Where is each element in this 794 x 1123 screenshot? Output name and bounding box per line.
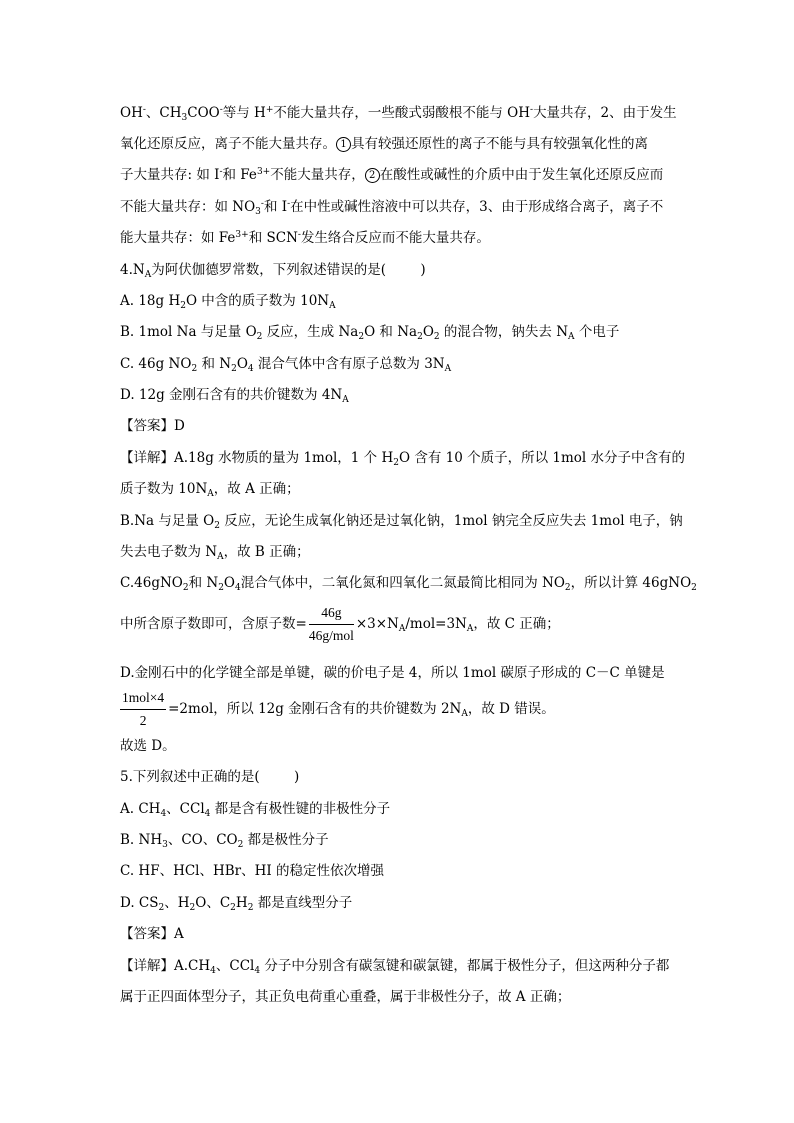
q4-detail-line-6: 中所含原子数即可，含原子数= $\frac{46g}{\text{46g/mol}}$ $\times 3\times N_A/mol=3N_A$，故 C 正确；: [120, 605, 560, 643]
para-line-3: 子大量共存: 如 I-和 $Fe^{3+}$不能大量共存， 2 在酸性或碱性的介质中由于发生氧化还原反应而: [120, 167, 664, 183]
q4-detail-line-5: C.46gNO$_2$和 $N_2O_4$混合气体中，二氧化氮和四氧化二氮最简比相同为 $NO_2$，所以计算 46gNO$_2$: [120, 575, 697, 593]
q4-detail-line-3: B.Na 与足量 $O_2$ 反应，无论生成氧化钠还是过氧化钠，1mol 钠完全反应失去 1mol 电子，钠: [120, 513, 683, 531]
circled-number-1: 1: [336, 137, 351, 152]
q4-answer: 【答案】D: [120, 418, 185, 434]
q5-stem: 5.下列叙述中正确的是( ): [120, 769, 300, 785]
q4-detail-line-1: 【详解】A.18g 水物质的量为 1mol，1 个 $H_2O$ 含有 10 个质子，所以 1mol 水分子中含有的: [120, 450, 686, 468]
q4-option-c: C. 46g $NO_2$ 和 $N_2O_4$ 混合气体中含有原子总数为 $3N_A$: [120, 356, 452, 374]
q5-answer: 【答案】A: [120, 926, 184, 942]
para-line-1: OH-、$CH_3COO^-$等与 H+不能大量共存，一些酸式弱酸根不能与 OH-大量共存，2、由于发生: [120, 105, 677, 123]
q5-option-d: D. $CS_2$、$H_2O$、$C_2H_2$ 都是直线型分子: [120, 895, 353, 913]
q4-option-d: D. 12g 金刚石含有的共价键数为 $4N_A$: [120, 387, 349, 405]
fraction-46g: $\frac{46g}{\text{46g/mol}}$: [308, 605, 354, 643]
q5-option-c: C. HF、HCl、HBr、HI 的稳定性依次增强: [120, 863, 385, 879]
para-line-4: 不能大量共存：如 $NO_3^-$和 I-在中性或碱性溶液中可以共存，3、由于形成络合离子，离子不: [120, 199, 664, 217]
q5-detail-line-1: 【详解】$A.CH_4$、CCl$_4$ 分子中分别含有碳氢键和碳氯键，都属于极性分子，但这两种分子都: [120, 958, 670, 976]
q4-stem: $4.N_A$为阿伏伽德罗常数，下列叙述错误的是( ): [120, 262, 426, 280]
q4-detail-line-2: 质子数为 $10N_A$，故 A 正确；: [120, 481, 300, 499]
circled-number-2: 2: [365, 168, 380, 183]
q5-detail-line-2: 属于正四面体型分子，其正负电荷重心重叠，属于非极性分子，故 A 正确；: [120, 989, 571, 1005]
q4-option-b: B. 1mol Na 与足量 $O_2$ 反应，生成 $Na_2O$ 和 $Na_2O_2$ 的混合物，钠失去 $N_A$ 个电子: [120, 324, 620, 342]
q4-option-a: A. 18g $H_2O$ 中含的质子数为 $10N_A$: [120, 293, 336, 311]
q5-option-b: B. $NH_3$、CO、$CO_2$ 都是极性分子: [120, 832, 329, 850]
q4-detail-line-8: $\frac{\text{1mol×4}}{2}$ =2mol，所以 12g 金刚石含有的共价键数为 $2N_A$，故 D 错误。: [122, 690, 555, 728]
q4-conclusion: 故选 D。: [120, 738, 176, 754]
para-line-5: 能大量共存：如 $Fe^{3+}$和 SCN-发生络合反应而不能大量共存。: [120, 230, 490, 246]
para-line-2: 氧化还原反应，离子不能大量共存。 1 具有较强还原性的离子不能与具有较强氧化性的离: [120, 136, 648, 152]
q4-detail-line-4: 失去电子数为 $N_A$，故 B 正确；: [120, 544, 310, 562]
fraction-1mol: $\frac{\text{1mol×4}}{2}$: [122, 690, 165, 728]
q5-option-a: A. $CH_4$、CCl$_4$ 都是含有极性键的非极性分子: [120, 801, 391, 819]
q4-detail-line-7: D.金刚石中的化学键全部是单键，碳的价电子是 4，所以 1mol 碳原子形成的 C－C 单键是: [120, 665, 665, 681]
